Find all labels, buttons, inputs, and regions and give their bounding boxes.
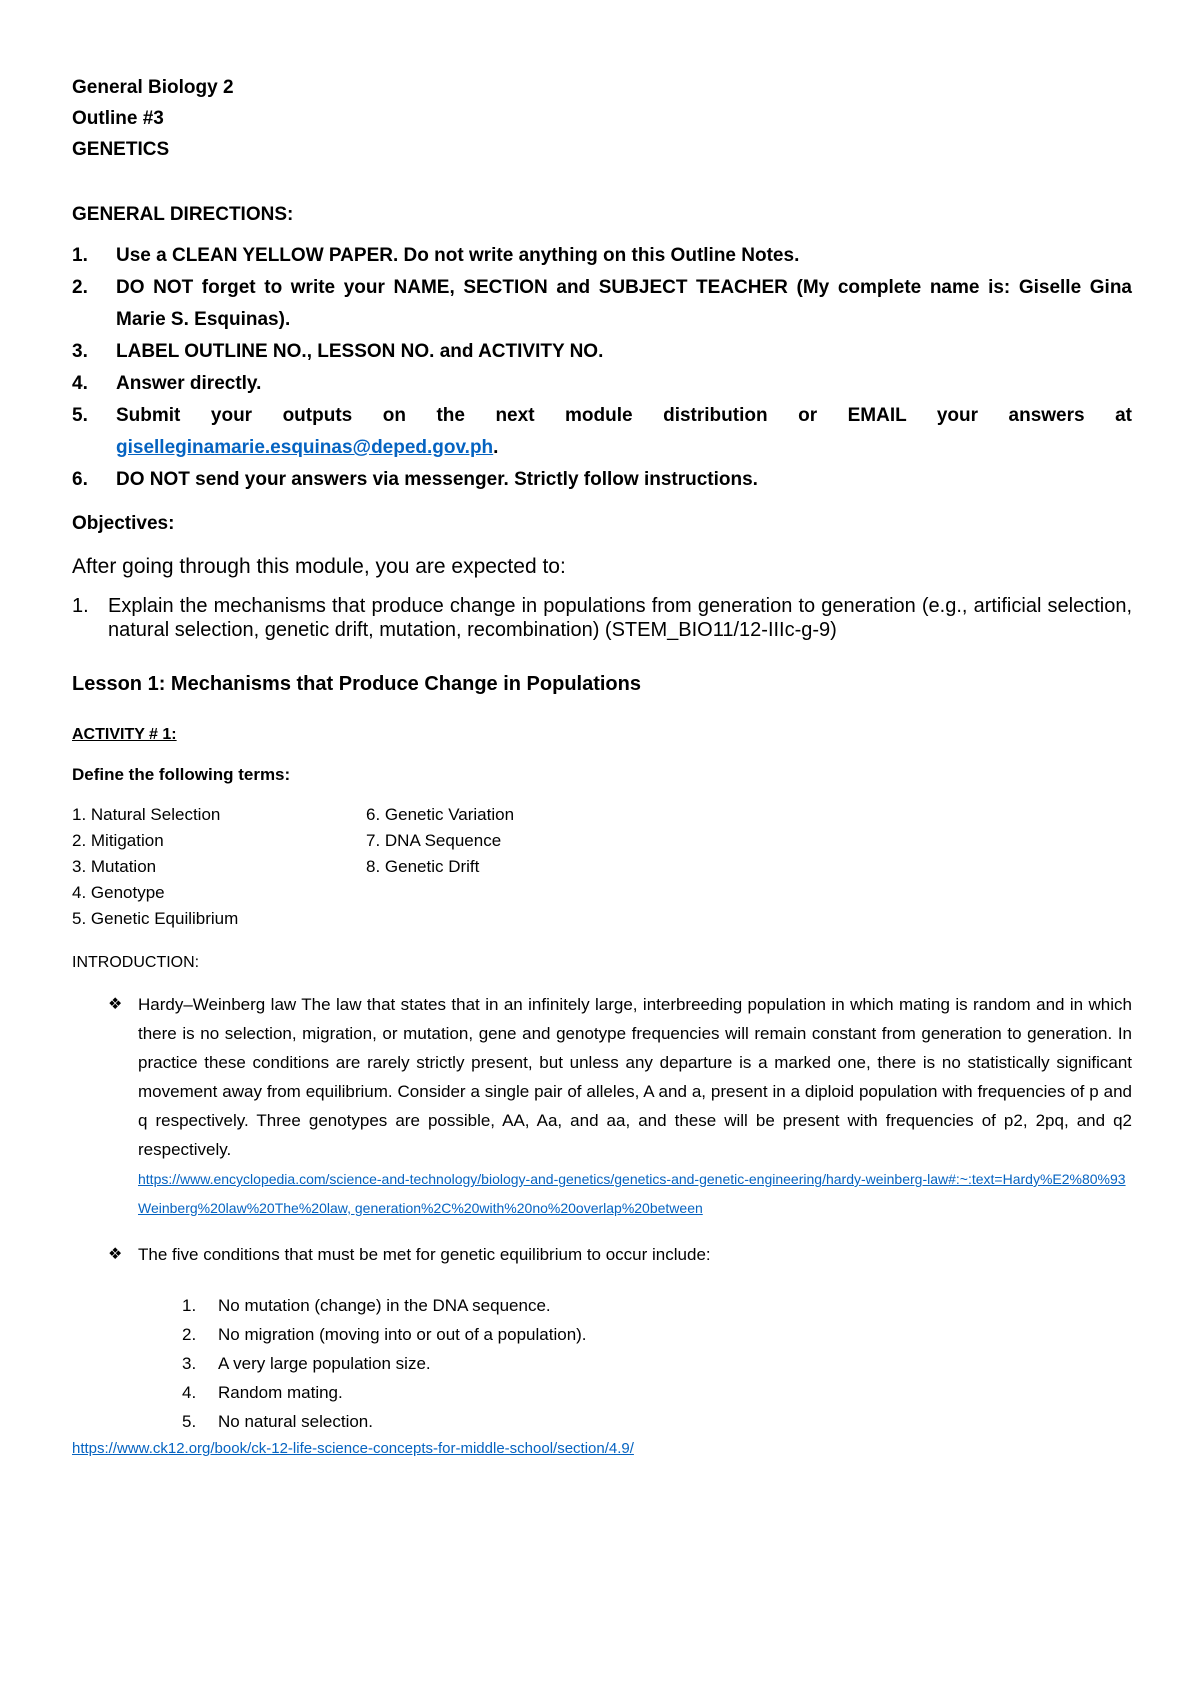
conditions-list (182, 1291, 1132, 1436)
list-item: 3. LABEL OUTLINE NO., LESSON NO. and ACTIVITY NO. (72, 341, 604, 362)
list-item: 5. Submit your outputs on the next module distribution or EMAIL your answers at giselleginamarie.esquinas@deped.gov.ph. (72, 405, 1132, 458)
objectives-title: Objectives: (72, 513, 175, 534)
list-item: 2. DO NOT forget to write your NAME, SECTION and SUBJECT TEACHER (My complete name is: Giselle Gina Marie S. Esquinas). (72, 277, 1132, 330)
activity-title: ACTIVITY # 1: (72, 726, 177, 743)
objectives-intro: After going through this module, you are expected to: (72, 555, 566, 578)
encyclopedia-link[interactable]: https://www.encyclopedia.com/science-and-technology/biology-and-genetics/genetics-and-genetic-engineering/hardy-weinberg-law#:~:text=Hardy%E2%80%93Weinberg%20law%20The%20law, generation%2C%20with%20no%20overlap%20between (138, 1171, 1126, 1216)
term-item: 8. Genetic Drift (366, 857, 480, 876)
diamond-bullet-icon: ❖ (108, 996, 123, 1013)
directions-list (72, 240, 1132, 496)
introduction-bullets (72, 990, 1132, 1269)
subject-title: General Biology 2 (72, 77, 234, 98)
term-item: 2. Mitigation (72, 831, 164, 850)
term-item: 4. Genotype (72, 883, 165, 902)
term-item: 6. Genetic Variation (366, 805, 515, 824)
topic-title: GENETICS (72, 139, 170, 160)
list-item: 5. No natural selection. (182, 1412, 373, 1431)
directions-title: GENERAL DIRECTIONS: (72, 204, 294, 225)
term-item: 5. Genetic Equilibrium (72, 909, 239, 928)
terms-column-2 (366, 802, 514, 880)
list-item: 6. DO NOT send your answers via messenger. Strictly follow instructions. (72, 469, 758, 490)
term-item: 1. Natural Selection (72, 805, 221, 824)
email-link[interactable]: giselleginamarie.esquinas@deped.gov.ph (116, 437, 494, 458)
introduction-title: INTRODUCTION: (72, 954, 200, 971)
lesson-title: Lesson 1: Mechanisms that Produce Change in Populations (72, 673, 641, 695)
activity-instruction: Define the following terms: (72, 765, 291, 784)
term-item: 3. Mutation (72, 857, 157, 876)
hardy-weinberg-text: Hardy–Weinberg law The law that states that in an infinitely large, interbreeding population in which mating is random and in which there is no selection, migration, or mutation, gene and genotype frequencies will remain constant from generation to generation. In practice these conditions are rarely strictly present, but unless any departure is a marked one, there is no statistically significant movement away from equilibrium. Consider a single pair of alleles, A and a, present in a diploid population with frequencies of p and q respectively. Three genotypes are possible, AA, Aa, and aa, and these will be present with frequencies of p2, 2pq, and q2 respectively. (138, 995, 1132, 1159)
list-item: 1. Use a CLEAN YELLOW PAPER. Do not write anything on this Outline Notes. (72, 245, 800, 266)
bullet-item (72, 1240, 1132, 1269)
term-item: 7. DNA Sequence (366, 831, 502, 850)
list-item: 4. Answer directly. (72, 373, 262, 394)
objectives-list (72, 594, 1132, 642)
list-item: 4. Random mating. (182, 1383, 343, 1402)
list-item: 1. Explain the mechanisms that produce change in populations from generation to generation (e.g., artificial selection, natural selection, genetic drift, mutation, recombination) (STEM_BIO11/12-IIIc-g-9) (72, 595, 1132, 641)
document-page (72, 72, 1132, 1460)
list-item: 2. No migration (moving into or out of a population). (182, 1325, 587, 1344)
list-item: 1. No mutation (change) in the DNA sequence. (182, 1296, 551, 1315)
conditions-intro: The five conditions that must be met for genetic equilibrium to occur include: (138, 1245, 711, 1264)
terms-column-1 (72, 802, 238, 932)
outline-number: Outline #3 (72, 108, 164, 129)
terms-list (72, 802, 1132, 932)
diamond-bullet-icon: ❖ (108, 1246, 123, 1263)
list-item: 3. A very large population size. (182, 1354, 431, 1373)
bullet-item (72, 990, 1132, 1222)
ck12-source-link[interactable]: https://www.ck12.org/book/ck-12-life-science-concepts-for-middle-school/section/4.9/ (72, 1440, 634, 1457)
